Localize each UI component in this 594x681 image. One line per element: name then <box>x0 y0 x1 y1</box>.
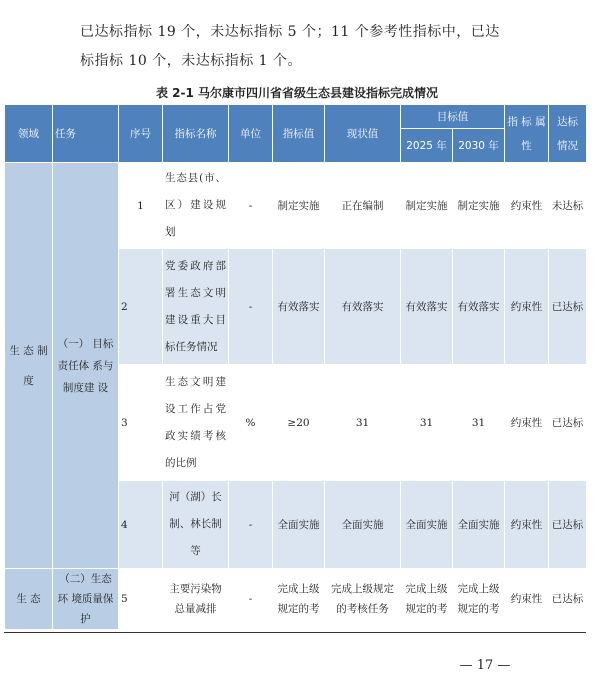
table-row-5-seq: 5 <box>119 569 163 630</box>
table-row-4-2025: 全面实施 <box>401 481 453 569</box>
header-seq: 序号 <box>119 105 163 163</box>
header-target-2025: 2025 年 <box>401 129 453 163</box>
table-row-1-current: 正在编制 <box>325 163 401 249</box>
table-row-5-attr: 约束性 <box>505 569 549 630</box>
header-name: 指标名称 <box>163 105 229 163</box>
table-row-3-seq: 3 <box>119 365 163 481</box>
page-number: — 17 — <box>459 658 511 673</box>
table-row-5-unit: - <box>229 569 273 630</box>
table-row-4-2030: 全面实施 <box>453 481 505 569</box>
intro-line-1: 已达标指标 19 个，未达标指标 5 个；11 个参考性指标中，已达 <box>80 24 500 40</box>
table-row-1-seq: 1 <box>119 163 163 249</box>
table-row-1-name: 生态县(市、区）建设规划 <box>163 163 229 249</box>
task-cell-1: （一） 目标责任体 系与制度建 设 <box>53 163 119 569</box>
table-row-3-unit: % <box>229 365 273 481</box>
header-index-value: 指标值 <box>273 105 325 163</box>
header-current: 现状值 <box>325 105 401 163</box>
table-row-4-unit: - <box>229 481 273 569</box>
table-row-3-status: 已达标 <box>549 365 587 481</box>
table-row-4-seq: 4 <box>119 481 163 569</box>
table-row-2-current: 有效落实 <box>325 249 401 365</box>
header-attribute: 指 标 属 性 <box>505 105 549 163</box>
header-domain: 领域 <box>5 105 53 163</box>
table-row-1-2025: 制定实施 <box>401 163 453 249</box>
table-row-3-value: ≥20 <box>273 365 325 481</box>
table-row-2-value: 有效落实 <box>273 249 325 365</box>
header-status: 达标 情况 <box>549 105 587 163</box>
table-row-5-2025: 完成上级规定的考 <box>401 569 453 630</box>
table-row-4-value: 全面实施 <box>273 481 325 569</box>
table-row-2-2025: 有效落实 <box>401 249 453 365</box>
intro-line-2: 标指标 10 个，未达标指标 1 个。 <box>80 53 303 69</box>
header-task: 任务 <box>53 105 119 163</box>
table-row-4-current: 全面实施 <box>325 481 401 569</box>
table-row-1-attr: 约束性 <box>505 163 549 249</box>
table-row-3-name: 生态文明建设工作占党政实绩考核的比例 <box>163 365 229 481</box>
table-row-2-2030: 有效落实 <box>453 249 505 365</box>
header-target: 目标值 <box>401 105 505 129</box>
table-row-4-name: 河（湖）长制、林长制等 <box>163 481 229 569</box>
table-row-1-value: 制定实施 <box>273 163 325 249</box>
table-row-2-name: 党委政府部署生态文明建设重大目标任务情况 <box>163 249 229 365</box>
table-row-2-attr: 约束性 <box>505 249 549 365</box>
table-row-3-current: 31 <box>325 365 401 481</box>
table-row-2-unit: - <box>229 249 273 365</box>
table-row-4-status: 已达标 <box>549 481 587 569</box>
table-row-5-name: 主要污染物总量减排 <box>163 569 229 630</box>
table-row-2-status: 已达标 <box>549 249 587 365</box>
table-row-3-attr: 约束性 <box>505 365 549 481</box>
table-row-5-2030: 完成上级规定的考 <box>453 569 505 630</box>
table-row-4-attr: 约束性 <box>505 481 549 569</box>
table-row-3-2030: 31 <box>453 365 505 481</box>
table-row-1-status: 未达标 <box>549 163 587 249</box>
task-cell-2: （二）生态环 境质量保护 <box>53 569 119 630</box>
table-row-3-2025: 31 <box>401 365 453 481</box>
domain-cell-1: 生 态 制 度 <box>5 163 53 569</box>
indicator-table <box>4 104 587 630</box>
domain-cell-2: 生 态 <box>5 569 53 630</box>
table-row-1-unit: - <box>229 163 273 249</box>
table-row-1-2030: 制定实施 <box>453 163 505 249</box>
intro-paragraph <box>80 18 560 76</box>
table-caption: 表 2-1 马尔康市四川省省级生态县建设指标完成情况 <box>155 86 439 100</box>
table-row-5-status: 已达标 <box>549 569 587 630</box>
table-row-5-current: 完成上级规定的考核任务 <box>325 569 401 630</box>
table-bottom-rule <box>4 632 586 633</box>
table-row-5-value: 完成上级规定的考 <box>273 569 325 630</box>
header-unit: 单位 <box>229 105 273 163</box>
header-target-2030: 2030 年 <box>453 129 505 163</box>
table-row-2-seq: 2 <box>119 249 163 365</box>
